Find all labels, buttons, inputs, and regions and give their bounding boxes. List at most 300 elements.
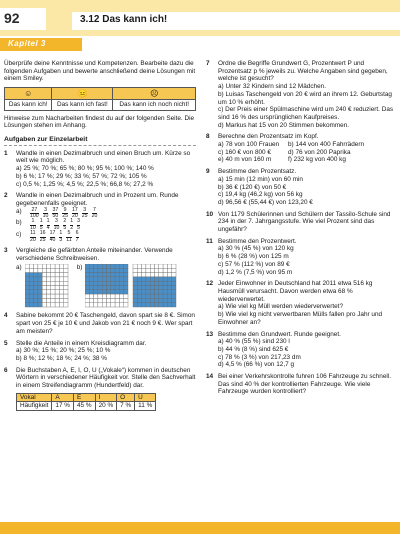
fraction-row-c — [16, 231, 196, 243]
grid-cell — [163, 299, 167, 303]
grid-cell — [90, 269, 94, 273]
numerator: 9 — [63, 206, 67, 213]
grid-cell — [90, 295, 94, 299]
grid-cell — [111, 295, 115, 299]
numerator: 37 — [52, 206, 59, 213]
grid-cell — [38, 264, 42, 268]
denominator: 50 — [52, 213, 59, 220]
task-item: d) 76 von 200 Paprika — [288, 148, 351, 156]
grid-cell — [98, 299, 102, 303]
denominator: 40 — [49, 236, 56, 243]
task-item: b) 6 % (28 %) von 125 m — [218, 253, 289, 261]
grid-cell — [163, 286, 167, 290]
grid-cell — [146, 269, 150, 273]
grid-cell — [59, 277, 63, 281]
grid-cell — [94, 286, 98, 290]
task-1 — [4, 150, 196, 189]
grid-cell — [98, 290, 102, 294]
grid-cell — [168, 277, 172, 281]
grid-cell — [103, 282, 107, 286]
grid-cell — [111, 277, 115, 281]
task-text: Sabine bekommt 20 € Taschengeld, davon spart sie 8 €. Simon spart von 25 € je 10 € und Jakob von 21 € noch 9 €. Wer spart am meisten? — [16, 312, 195, 335]
grid-cell — [159, 290, 163, 294]
item-label: a) — [16, 264, 22, 272]
numerator: 17 — [72, 206, 78, 213]
grid-cell — [133, 299, 137, 303]
task-number: 7 — [206, 60, 210, 67]
task-13 — [206, 331, 396, 370]
grid-cell — [98, 277, 102, 281]
table-cell: 20 % — [95, 402, 117, 411]
grid-cell — [98, 286, 102, 290]
grid-cell — [163, 295, 167, 299]
right-column — [206, 56, 396, 396]
table-cell: 17 % — [52, 402, 74, 411]
grid-cell — [50, 295, 54, 299]
grid-cell — [107, 282, 111, 286]
grid-cell — [107, 303, 111, 307]
rating-label: Das kann ich! — [5, 100, 52, 111]
grid-cell — [172, 295, 176, 299]
grid-cell — [38, 303, 42, 307]
grid-cell — [29, 303, 33, 307]
grid-cell — [38, 273, 42, 277]
grid-cell — [124, 290, 128, 294]
task-6 — [4, 367, 196, 411]
grid-cell — [29, 290, 33, 294]
grid-cell — [151, 303, 155, 307]
numerator: 6 — [75, 230, 79, 237]
grid-cell — [25, 264, 29, 268]
grid-cell — [107, 286, 111, 290]
grid-cell — [168, 295, 172, 299]
task-item: a) 25 %; 70 %; 65 %; 80 %; 95 %; 100 %; 140 % — [16, 165, 154, 173]
task-item: d) 4,5 % (66 %) von 12,7 g — [218, 361, 295, 369]
grid-cell — [120, 282, 124, 286]
grid-cell — [59, 295, 63, 299]
denominator: 10 — [53, 224, 60, 231]
task-item: a) Wie viel kg Müll werden wiederverwertet? — [218, 303, 344, 311]
grid-cell — [163, 269, 167, 273]
table-header: U — [135, 393, 156, 402]
numerator: 1 — [31, 218, 35, 225]
grid-cell — [120, 299, 124, 303]
grid-cell — [146, 277, 150, 281]
grid-cell — [168, 299, 172, 303]
grid-cell — [159, 295, 163, 299]
task-number: 1 — [4, 149, 8, 157]
task-8 — [206, 133, 396, 164]
grid-cell — [25, 290, 29, 294]
grid-cell — [172, 299, 176, 303]
task-item: c) 0,5 %; 1,25 %; 4,5 %; 22,5 %; 66,8 %; 27,2 % — [16, 180, 154, 188]
denominator: 20 — [30, 236, 36, 243]
task-text: Bestimme den Prozentwert. — [218, 237, 297, 245]
grid-cell — [159, 269, 163, 273]
grid-cell — [146, 295, 150, 299]
grid-cell — [138, 290, 142, 294]
task-item: a) 15 min (12 min) von 60 min — [218, 175, 303, 183]
grid-cell — [115, 269, 119, 273]
grid-cell — [172, 273, 176, 277]
numerator: 16 — [39, 230, 46, 237]
numerator: 1 — [39, 218, 43, 225]
denominator: 11 — [66, 236, 72, 243]
task-item: c) 160 € von 800 € — [218, 148, 271, 156]
task-number: 3 — [4, 247, 8, 255]
denominator: 10 — [30, 224, 36, 231]
task-item: b) 44 % (8 %) sind 625 € — [218, 345, 289, 353]
grid-cell — [59, 299, 63, 303]
numerator: 3 — [44, 206, 47, 213]
grid-cell — [98, 269, 102, 273]
grid-cell — [98, 282, 102, 286]
task-item: c) 78 % (3 %) von 217,23 dm — [218, 353, 301, 361]
grid-cell — [85, 290, 89, 294]
grid-cell — [50, 290, 54, 294]
grid-cell — [50, 286, 54, 290]
task-number: 8 — [206, 133, 210, 141]
numerator: 1 — [46, 218, 50, 225]
grid-cell — [25, 286, 29, 290]
grid-cell — [120, 277, 124, 281]
grid-cell — [107, 299, 111, 303]
section-title: Aufgaben zur Einzelarbeit — [4, 136, 88, 144]
table-header: E — [74, 393, 96, 402]
task-item: a) 30 %; 15 %; 20 %; 25 %; 10 % — [16, 347, 111, 355]
grid-cell — [25, 273, 29, 277]
task-item: d) 96,56 € (55,44 €) von 123,20 € — [218, 198, 313, 206]
grid-cell — [115, 295, 119, 299]
fraction — [59, 231, 62, 243]
task-2 — [4, 192, 196, 243]
grid-cell — [94, 273, 98, 277]
grid-cell — [172, 290, 176, 294]
grid-cell — [151, 273, 155, 277]
grid-cell — [155, 282, 159, 286]
grid-cell — [168, 290, 172, 294]
task-text: Die Buchstaben A, E, I, O, U („Vokale“) kommen in deutschen Wörtern in verschiedener Häufigkeit vor. Stelle den Sachverhalt in einem Streifendiagramm (Hundertfeld) dar. — [16, 366, 196, 390]
grid-cell — [46, 295, 50, 299]
grid-cell — [138, 286, 142, 290]
page-number: 92 — [4, 10, 20, 26]
task-item: a) 78 von 100 Frauen — [218, 141, 280, 149]
rating-label: Das kann ich fast! — [52, 100, 113, 111]
table-header: I — [95, 393, 117, 402]
denominator: 7 — [75, 236, 79, 243]
grid-cell — [25, 282, 29, 286]
grid-cell — [159, 277, 163, 281]
task-text: Stelle die Anteile in einem Kreisdiagramm dar. — [16, 339, 147, 347]
grid-cell — [124, 282, 128, 286]
task-item: c) 57 % (112 %) von 89 € — [218, 260, 290, 268]
task-10 — [206, 211, 396, 234]
fraction — [40, 231, 46, 243]
task-number: 9 — [206, 168, 210, 176]
task-text: Von 1179 Schülerinnen und Schülern der Tassilo-Schule sind 234 in der 7. Jahrgangsstufe. Wie viel Prozent sind das ungefähr? — [218, 210, 391, 234]
page-title: 3.12 Das kann ich! — [80, 14, 168, 25]
grid-cell — [63, 277, 67, 281]
grid-cell — [85, 295, 89, 299]
grid-cell — [155, 269, 159, 273]
grid-cell — [55, 282, 59, 286]
task-4 — [4, 312, 196, 335]
grid-cell — [59, 269, 63, 273]
grid-cell — [111, 264, 115, 268]
grid-cell — [63, 273, 67, 277]
task-number: 10 — [206, 210, 214, 218]
grid-cell — [168, 269, 172, 273]
grid-cell — [142, 295, 146, 299]
grid-cell — [90, 286, 94, 290]
grid-cell — [146, 290, 150, 294]
grid-cell — [168, 264, 172, 268]
grid-cell — [159, 303, 163, 307]
grid-cell — [151, 299, 155, 303]
numerator: 5 — [67, 230, 71, 237]
grid-cell — [103, 277, 107, 281]
grid-cell — [120, 295, 124, 299]
grid-cell — [33, 269, 37, 273]
left-column — [4, 60, 196, 411]
denominator: 5 — [63, 224, 67, 231]
grid-cell — [42, 269, 46, 273]
grid-cell — [85, 282, 89, 286]
grid-cell — [138, 299, 142, 303]
grid-cell — [155, 277, 159, 281]
numerator: 3 — [55, 218, 58, 225]
grid-cell — [85, 303, 89, 307]
vowel-table — [16, 393, 156, 411]
grid-cell — [168, 286, 172, 290]
grid-cell — [107, 273, 111, 277]
grid-cell — [115, 264, 119, 268]
grid-cell — [46, 290, 50, 294]
grid-cell — [50, 264, 54, 268]
grid-cell — [50, 282, 54, 286]
task-number: 13 — [206, 330, 214, 338]
task-text: Vergleiche die gefärbten Anteile miteinander. Verwende verschiedene Schreibweisen. — [16, 247, 173, 262]
grid-cell — [155, 286, 159, 290]
grid-cell — [25, 277, 29, 281]
grid-cell — [120, 286, 124, 290]
grid-cell — [90, 299, 94, 303]
task-12 — [206, 280, 396, 326]
denominator: 25 — [62, 213, 68, 220]
grid-cell — [42, 273, 46, 277]
task-item: a) 40 % (55 %) sind 230 l — [218, 338, 290, 346]
task-3 — [4, 247, 196, 308]
grid-cell — [85, 286, 89, 290]
grid-cell — [38, 277, 42, 281]
grid-cell — [159, 282, 163, 286]
grid-cell — [29, 273, 33, 277]
chapter-tab — [0, 38, 82, 51]
task-number: 5 — [4, 339, 8, 347]
grid-cell — [33, 264, 37, 268]
grid-cell — [111, 286, 115, 290]
grid-figure-b — [77, 264, 204, 308]
grid-cell — [133, 290, 137, 294]
hundred-grid-a — [25, 264, 69, 308]
grid-cell — [172, 277, 176, 281]
grid-cell — [29, 295, 33, 299]
grid-cell — [142, 269, 146, 273]
grid-cell — [29, 269, 33, 273]
grid-cell — [172, 286, 176, 290]
grid-cell — [111, 303, 115, 307]
task-number: 2 — [4, 192, 8, 200]
grid-cell — [151, 286, 155, 290]
grid-cell — [124, 273, 128, 277]
grid-cell — [159, 286, 163, 290]
grid-cell — [98, 264, 102, 268]
grid-cell — [103, 303, 107, 307]
grid-cell — [33, 277, 37, 281]
grid-cell — [107, 295, 111, 299]
grid-cell — [172, 303, 176, 307]
grid-cell — [29, 264, 33, 268]
grid-cell — [103, 269, 107, 273]
grid-cell — [151, 282, 155, 286]
grid-cell — [138, 295, 142, 299]
grid-cell — [25, 303, 29, 307]
grid-cell — [46, 273, 50, 277]
grid-cell — [94, 282, 98, 286]
hundred-grid-b — [85, 264, 203, 308]
grid-cell — [38, 286, 42, 290]
grid-cell — [33, 286, 37, 290]
grid-cell — [151, 269, 155, 273]
grid-cell — [103, 299, 107, 303]
grid-cell — [142, 286, 146, 290]
grid-cell — [163, 277, 167, 281]
grid-cell — [90, 303, 94, 307]
grid-cell — [63, 295, 67, 299]
table-cell: 45 % — [74, 402, 96, 411]
grid-cell — [42, 303, 46, 307]
grid-cell — [124, 277, 128, 281]
grid-cell — [138, 273, 142, 277]
grid-cell — [155, 264, 159, 268]
grid-cell — [133, 282, 137, 286]
task-item: b) Luisas Taschengeld von 20 € wird an ihrem 12. Geburtstag um 10 % erhöht. — [218, 90, 392, 106]
grid-cell — [33, 282, 37, 286]
grid-cell — [42, 264, 46, 268]
grid-cell — [46, 282, 50, 286]
grid-cell — [63, 264, 67, 268]
table-cell: 7 % — [117, 402, 135, 411]
grid-cell — [159, 273, 163, 277]
task-text: Bei einer Verkehrskontrolle fuhren 106 Fahrzeuge zu schnell. Das sind 40 % der kontrollierten Fahrzeuge. Wie viele Fahrzeuge wurden kontrolliert? — [218, 373, 392, 396]
grid-cell — [38, 295, 42, 299]
grid-cell — [124, 303, 128, 307]
grid-cell — [107, 277, 111, 281]
task-item: e) 40 m von 160 m — [218, 156, 272, 164]
grid-cell — [85, 273, 89, 277]
grid-cell — [124, 286, 128, 290]
grid-cell — [63, 290, 67, 294]
grid-cell — [63, 299, 67, 303]
grid-cell — [103, 295, 107, 299]
grid-cell — [38, 282, 42, 286]
table-cell: Häufigkeit — [17, 402, 52, 411]
grid-cell — [107, 269, 111, 273]
grid-cell — [133, 264, 137, 268]
grid-cell — [133, 269, 137, 273]
task-7 — [206, 60, 396, 129]
denominator: 4 — [46, 224, 50, 231]
grid-cell — [124, 269, 128, 273]
task-14 — [206, 373, 396, 396]
grid-cell — [55, 290, 59, 294]
task-item: b) 6 %; 17 %; 29 %; 33 %; 57 %; 72 %; 105 % — [16, 172, 147, 180]
denominator: 25 — [81, 213, 88, 220]
grid-cell — [103, 264, 107, 268]
grid-cell — [142, 303, 146, 307]
grid-cell — [29, 299, 33, 303]
grid-cell — [63, 269, 67, 273]
grid-cell — [59, 264, 63, 268]
grid-cell — [94, 264, 98, 268]
grid-cell — [59, 273, 63, 277]
task-item: b) Wie viel kg nicht verwertbaren Mülls fallen pro Jahr und Einwohner an? — [218, 311, 383, 326]
task-item: d) Markus hat 15 von 20 Stimmen bekommen. — [218, 121, 350, 129]
numerator: 2 — [63, 218, 67, 225]
grid-cell — [59, 290, 63, 294]
fraction — [66, 231, 71, 243]
grid-cell — [46, 303, 50, 307]
grid-cell — [42, 290, 46, 294]
grid-cell — [142, 282, 146, 286]
grid-cell — [103, 286, 107, 290]
grid-cell — [107, 264, 111, 268]
grid-cell — [42, 277, 46, 281]
grid-cell — [94, 295, 98, 299]
grid-cell — [25, 295, 29, 299]
grid-cell — [33, 303, 37, 307]
grid-cell — [33, 295, 37, 299]
grid-cell — [120, 264, 124, 268]
grid-cell — [29, 286, 33, 290]
fraction — [82, 208, 88, 220]
fraction-row-a — [16, 208, 196, 220]
grid-cell — [42, 299, 46, 303]
numerator: 3 — [83, 206, 87, 213]
grid-cell — [124, 299, 128, 303]
grid-cell — [111, 299, 115, 303]
grid-cell — [155, 290, 159, 294]
item-label: a) — [16, 207, 22, 215]
grid-cell — [168, 303, 172, 307]
grid-cell — [115, 273, 119, 277]
task-item: c) 19,4 kg (46,2 kg) von 56 kg — [218, 191, 303, 199]
grid-cell — [33, 290, 37, 294]
grid-cell — [33, 273, 37, 277]
grid-cell — [98, 273, 102, 277]
task-text: Jeder Einwohner in Deutschland hat 2011 etwa 516 kg Hausmüll verursacht. Davon werden etwa 68 % wiederverwertet. — [218, 280, 373, 303]
grid-cell — [146, 273, 150, 277]
task-number: 6 — [4, 366, 8, 374]
grid-cell — [50, 269, 54, 273]
chapter-label: Kapitel 3 — [8, 39, 46, 48]
grid-cell — [85, 264, 89, 268]
fraction — [92, 208, 98, 220]
grid-cell — [29, 282, 33, 286]
grid-cell — [85, 277, 89, 281]
fraction — [50, 231, 56, 243]
grid-cell — [90, 264, 94, 268]
